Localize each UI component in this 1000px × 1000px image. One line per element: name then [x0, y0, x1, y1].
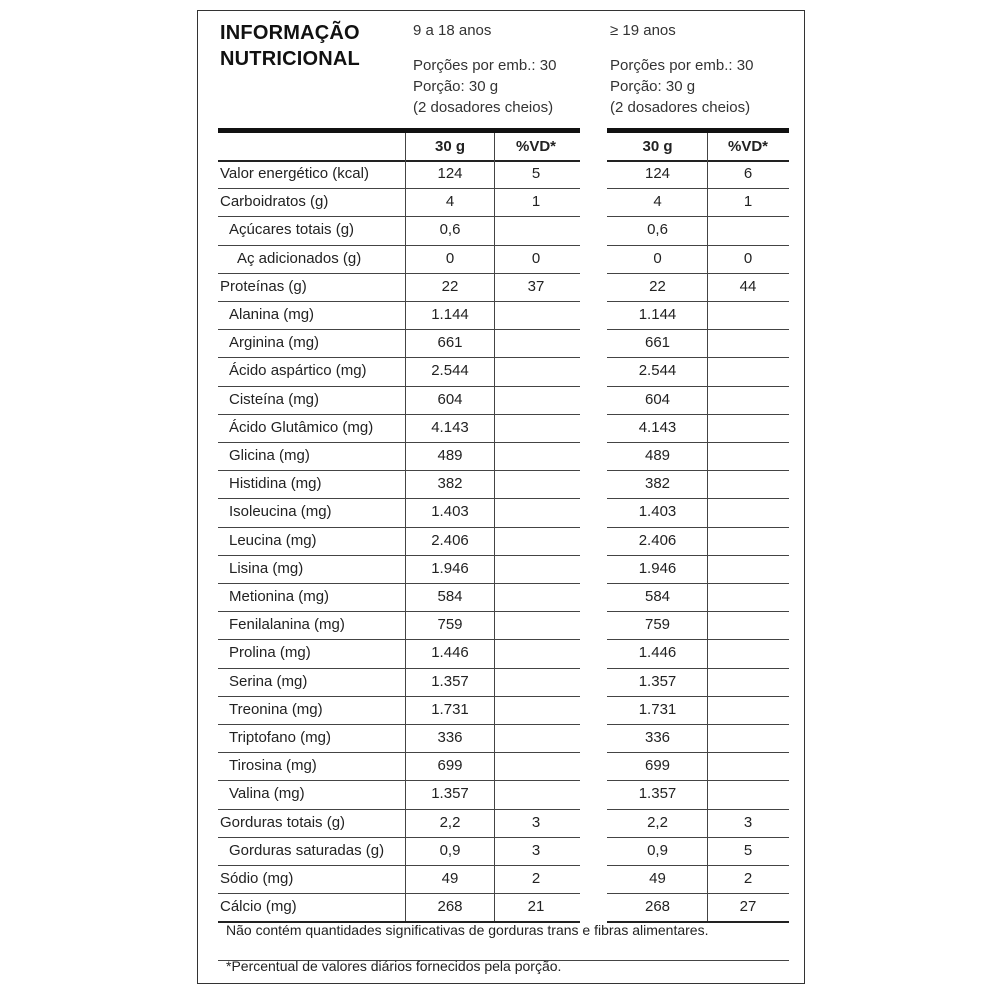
dv-19-plus — [708, 386, 788, 414]
nutrient-label: Serina (mg) — [229, 672, 308, 690]
table-row — [0, 639, 1000, 667]
group-measure: (2 dosadores cheios) — [610, 99, 751, 116]
dv-19-plus — [708, 329, 788, 357]
group-portions: Porções por emb.: 30 — [610, 57, 754, 74]
row-divider — [607, 696, 789, 697]
row-divider — [218, 611, 580, 612]
nutrient-label: Leucina (mg) — [229, 531, 317, 549]
row-divider — [607, 498, 789, 499]
row-divider — [607, 893, 789, 894]
dv-19-plus — [708, 442, 788, 470]
dv-9-18 — [495, 752, 577, 780]
dv-9-18: 2 — [531, 870, 541, 887]
table-row — [0, 414, 1000, 442]
dv-9-18: 21 — [527, 898, 545, 916]
dv-9-18: 3 — [531, 841, 541, 859]
dv-19-plus — [708, 724, 788, 752]
row-divider — [218, 160, 580, 162]
table-row — [0, 724, 1000, 752]
row-divider — [218, 245, 580, 246]
row-divider — [218, 837, 580, 838]
row-divider — [607, 442, 789, 443]
amount-19-plus: 268 — [644, 898, 671, 916]
nutrient-label: Carboidratos (g) — [220, 193, 329, 211]
amount-9-18: 336 — [437, 729, 463, 746]
dv-9-18 — [495, 442, 577, 470]
row-divider — [607, 414, 789, 415]
row-divider — [218, 527, 580, 528]
amount-9-18: 382 — [437, 475, 463, 493]
nutrient-label: Fenilalanina (mg) — [229, 616, 345, 634]
row-divider — [218, 442, 580, 443]
amount-19-plus: 2.406 — [638, 531, 677, 549]
table-row — [0, 527, 1000, 555]
table-row — [0, 442, 1000, 470]
dv-9-18 — [495, 527, 577, 555]
nutrient-label: Proteínas (g) — [220, 277, 307, 295]
table-row — [0, 498, 1000, 526]
amount-9-18: 699 — [437, 757, 463, 775]
amount-9-18: 4.143 — [431, 418, 469, 436]
amount-9-18: 1.731 — [431, 700, 469, 718]
amount-9-18: 268 — [437, 898, 463, 916]
amount-19-plus: 49 — [649, 870, 666, 887]
row-divider — [218, 696, 580, 697]
dv-9-18 — [495, 555, 577, 583]
dv-19-plus — [708, 752, 788, 780]
nutrient-label: Gorduras saturadas (g) — [229, 841, 385, 859]
row-divider — [218, 216, 580, 217]
nutrient-label: Isoleucina (mg) — [229, 503, 332, 521]
amount-9-18: 0,9 — [439, 841, 461, 859]
table-row — [0, 809, 1000, 837]
dv-9-18 — [495, 780, 577, 808]
footnote-trans: Não contém quantidades significativas de gorduras trans e fibras alimentares. — [226, 922, 709, 938]
amount-9-18: 1.357 — [431, 672, 469, 690]
table-row — [0, 216, 1000, 244]
dv-9-18 — [495, 696, 577, 724]
amount-19-plus: 124 — [644, 165, 671, 182]
table-row — [0, 245, 1000, 273]
column-divider — [405, 133, 406, 921]
dv-19-plus — [708, 301, 788, 329]
col-amount-1: 30 g — [434, 138, 465, 155]
row-divider — [218, 809, 580, 810]
dv-9-18 — [495, 301, 577, 329]
dv-19-plus — [708, 357, 788, 385]
amount-9-18: 2,2 — [439, 813, 461, 831]
row-divider — [218, 668, 580, 669]
nutrient-label: Tirosina (mg) — [229, 757, 317, 775]
table-row — [0, 357, 1000, 385]
table-row — [0, 865, 1000, 893]
row-divider — [607, 668, 789, 669]
amount-19-plus: 0,6 — [647, 221, 668, 239]
amount-9-18: 49 — [441, 870, 459, 887]
dv-9-18 — [495, 498, 577, 526]
row-divider — [218, 752, 580, 753]
row-divider — [607, 470, 789, 471]
table-row — [0, 301, 1000, 329]
amount-19-plus: 759 — [644, 616, 671, 634]
dv-9-18 — [495, 639, 577, 667]
amount-9-18: 584 — [437, 588, 463, 605]
table-row — [0, 273, 1000, 301]
table-row — [0, 329, 1000, 357]
row-divider — [607, 216, 789, 217]
dv-19-plus: 0 — [743, 249, 753, 267]
amount-9-18: 1.357 — [431, 785, 469, 803]
amount-19-plus: 22 — [649, 277, 666, 295]
row-divider — [218, 498, 580, 499]
dv-19-plus: 27 — [739, 898, 757, 916]
panel-title — [220, 20, 360, 72]
row-divider — [607, 555, 789, 556]
nutrient-label: Açúcares totais (g) — [229, 221, 355, 239]
row-divider — [218, 414, 580, 415]
dv-9-18: 3 — [531, 813, 541, 831]
row-divider — [607, 357, 789, 358]
nutrient-label: Valina (mg) — [229, 785, 305, 803]
nutrient-label: Arginina (mg) — [229, 334, 320, 352]
nutrient-label: Triptofano (mg) — [229, 729, 331, 746]
row-divider — [607, 245, 789, 246]
dv-19-plus — [708, 611, 788, 639]
amount-19-plus: 1.446 — [638, 644, 677, 662]
nutrient-label: Alanina (mg) — [229, 306, 315, 323]
dv-19-plus: 6 — [743, 165, 753, 182]
dv-19-plus — [708, 696, 788, 724]
dv-9-18 — [495, 668, 577, 696]
group-measure: (2 dosadores cheios) — [413, 99, 554, 116]
dv-9-18: 5 — [531, 165, 541, 182]
column-header-row — [0, 133, 1000, 161]
title-line-2: NUTRICIONAL — [220, 48, 360, 70]
dv-9-18: 1 — [531, 193, 541, 211]
amount-19-plus: 1.403 — [638, 503, 677, 521]
amount-9-18: 1.946 — [431, 559, 469, 577]
nutrient-label: Valor energético (kcal) — [220, 165, 369, 182]
dv-19-plus — [708, 216, 788, 244]
table-row — [0, 780, 1000, 808]
title-line-1: INFORMAÇÃO — [220, 22, 360, 44]
table-row — [0, 696, 1000, 724]
amount-9-18: 489 — [437, 447, 463, 464]
nutrient-label: Cisteína (mg) — [229, 390, 320, 408]
amount-19-plus: 2,2 — [647, 813, 668, 831]
dv-19-plus — [708, 498, 788, 526]
dv-9-18 — [495, 470, 577, 498]
table-row — [0, 386, 1000, 414]
row-divider — [607, 724, 789, 725]
amount-9-18: 0 — [445, 249, 455, 267]
table-row — [0, 470, 1000, 498]
row-divider — [607, 611, 789, 612]
row-divider — [218, 865, 580, 866]
nutrient-label: Glicina (mg) — [229, 447, 310, 464]
table-row — [0, 611, 1000, 639]
dv-19-plus: 44 — [739, 277, 757, 295]
nutrient-label: Prolina (mg) — [229, 644, 311, 662]
amount-9-18: 2.406 — [431, 531, 469, 549]
amount-19-plus: 699 — [644, 757, 671, 775]
amount-19-plus: 336 — [644, 729, 671, 746]
dv-19-plus: 2 — [743, 870, 753, 887]
row-divider — [218, 555, 580, 556]
dv-9-18 — [495, 357, 577, 385]
row-divider — [218, 893, 580, 894]
amount-19-plus: 584 — [644, 588, 671, 605]
column-divider — [494, 133, 495, 921]
amount-9-18: 759 — [437, 616, 463, 634]
row-divider — [218, 639, 580, 640]
row-divider — [607, 865, 789, 866]
nutrient-label: Ácido Glutâmico (mg) — [229, 418, 374, 436]
col-dv-2: %VD* — [727, 138, 768, 155]
row-divider — [218, 724, 580, 725]
row-divider — [607, 527, 789, 528]
dv-19-plus: 3 — [743, 813, 753, 831]
row-divider — [218, 780, 580, 781]
amount-19-plus: 1.144 — [638, 306, 677, 323]
dv-19-plus — [708, 668, 788, 696]
amount-9-18: 4 — [445, 193, 455, 211]
group-portions: Porções por emb.: 30 — [413, 57, 557, 74]
table-row — [0, 668, 1000, 696]
row-divider — [218, 329, 580, 330]
row-divider — [218, 301, 580, 302]
row-divider — [607, 188, 789, 189]
dv-19-plus — [708, 780, 788, 808]
table-row — [0, 583, 1000, 611]
amount-19-plus: 1.357 — [638, 785, 677, 803]
row-divider — [607, 837, 789, 838]
amount-19-plus: 0 — [653, 249, 662, 267]
nutrient-label: Histidina (mg) — [229, 475, 322, 493]
dv-9-18 — [495, 611, 577, 639]
amount-9-18: 2.544 — [431, 362, 469, 380]
dv-9-18 — [495, 583, 577, 611]
row-divider — [218, 386, 580, 387]
group-9-18-header — [413, 20, 556, 118]
dv-19-plus — [708, 555, 788, 583]
amount-19-plus: 604 — [644, 390, 671, 408]
nutrient-label: Gorduras totais (g) — [220, 813, 346, 831]
amount-9-18: 1.144 — [431, 306, 469, 323]
dv-19-plus: 5 — [743, 841, 753, 859]
row-divider — [218, 470, 580, 471]
table-row — [0, 837, 1000, 865]
dv-9-18 — [495, 216, 577, 244]
amount-19-plus: 382 — [644, 475, 671, 493]
group-serving: Porção: 30 g — [610, 78, 696, 95]
row-divider — [607, 160, 789, 162]
amount-19-plus: 1.946 — [638, 559, 677, 577]
row-divider — [607, 780, 789, 781]
dv-9-18 — [495, 386, 577, 414]
footnote-dv: *Percentual de valores diários fornecidos pela porção. — [226, 958, 562, 974]
group-age: ≥ 19 anos — [610, 22, 676, 39]
group-serving: Porção: 30 g — [413, 78, 499, 95]
dv-9-18: 0 — [531, 249, 541, 267]
row-divider — [607, 273, 789, 274]
dv-19-plus — [708, 527, 788, 555]
row-divider — [218, 273, 580, 274]
col-amount-2: 30 g — [642, 138, 673, 155]
dv-9-18 — [495, 414, 577, 442]
nutrient-label: Treonina (mg) — [229, 700, 323, 718]
amount-9-18: 604 — [437, 390, 463, 408]
amount-19-plus: 4 — [653, 193, 662, 211]
table-row — [0, 555, 1000, 583]
dv-19-plus — [708, 470, 788, 498]
amount-19-plus: 1.357 — [638, 672, 677, 690]
amount-9-18: 124 — [437, 165, 463, 182]
table-row — [0, 160, 1000, 188]
amount-9-18: 0,6 — [439, 221, 461, 239]
nutrient-label: Lisina (mg) — [229, 559, 304, 577]
table-row — [0, 752, 1000, 780]
row-divider — [607, 386, 789, 387]
group-age: 9 a 18 anos — [413, 22, 492, 39]
amount-9-18: 661 — [437, 334, 463, 352]
nutrient-label: Sódio (mg) — [220, 870, 294, 887]
row-divider — [607, 639, 789, 640]
table-row — [0, 893, 1000, 921]
dv-19-plus — [708, 583, 788, 611]
row-divider — [607, 301, 789, 302]
nutrient-label: Aç adicionados (g) — [237, 249, 362, 267]
dv-9-18: 37 — [527, 277, 545, 295]
nutrient-label: Ácido aspártico (mg) — [229, 362, 367, 380]
nutrient-label: Metionina (mg) — [229, 588, 330, 605]
dv-9-18 — [495, 329, 577, 357]
dv-19-plus — [708, 414, 788, 442]
column-divider — [707, 133, 708, 921]
amount-9-18: 1.446 — [431, 644, 469, 662]
table-row — [0, 188, 1000, 216]
amount-19-plus: 489 — [644, 447, 671, 464]
dv-9-18 — [495, 724, 577, 752]
row-divider — [607, 583, 789, 584]
amount-19-plus: 1.731 — [638, 700, 677, 718]
row-divider — [218, 188, 580, 189]
row-divider — [218, 357, 580, 358]
amount-19-plus: 4.143 — [638, 418, 677, 436]
row-divider — [218, 583, 580, 584]
dv-19-plus: 1 — [743, 193, 753, 211]
nutrient-label: Cálcio (mg) — [220, 898, 297, 916]
dv-19-plus — [708, 639, 788, 667]
amount-19-plus: 661 — [644, 334, 671, 352]
amount-19-plus: 0,9 — [647, 841, 668, 859]
group-19-plus-header — [610, 20, 753, 118]
amount-19-plus: 2.544 — [638, 362, 677, 380]
row-divider — [607, 329, 789, 330]
row-divider — [607, 809, 789, 810]
row-divider — [607, 752, 789, 753]
amount-9-18: 1.403 — [431, 503, 469, 521]
amount-9-18: 22 — [441, 277, 459, 295]
col-dv-1: %VD* — [515, 138, 556, 155]
